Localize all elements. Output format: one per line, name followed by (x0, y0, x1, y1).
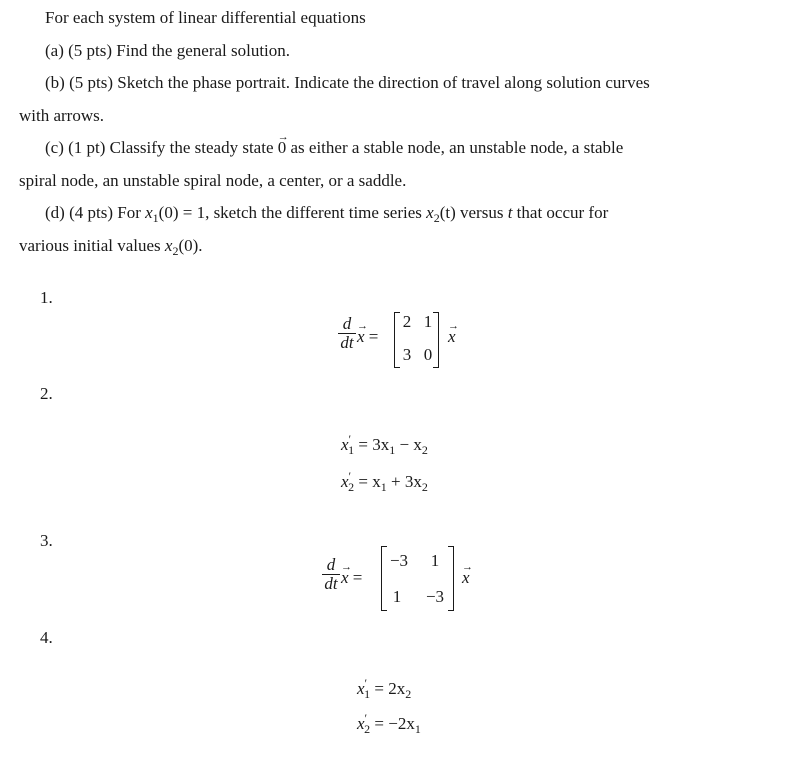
matrix-3-cell: −3 (425, 587, 445, 606)
x-symbol: x (357, 714, 365, 733)
problem-3-number: 3. (40, 531, 53, 550)
part-d-mid1: (0) = 1, sketch the different time series (158, 203, 427, 222)
part-c-pre: (c) (1 pt) Classify the steady state (45, 138, 278, 157)
x2-symbol: x (426, 203, 434, 222)
minus-x: − x (395, 435, 422, 454)
problem-1-derivative (338, 316, 356, 351)
part-d-line2 (19, 236, 203, 257)
equals: = (352, 568, 363, 587)
part-c-line2: spiral node, an unstable spiral node, a center, or a saddle. (19, 171, 407, 190)
part-d-pre: (d) (4 pts) For (45, 203, 146, 222)
sub-1: 1 (348, 443, 355, 457)
part-d-line2-pre: various initial values (19, 236, 165, 255)
d-numerator: d (326, 555, 336, 574)
sub-2: 2 (421, 480, 428, 494)
sub-1: 1 (364, 687, 371, 701)
problem-1-number: 1. (40, 288, 53, 307)
x2-symbol-b: x (164, 236, 173, 255)
problem-3-x (341, 568, 362, 588)
x-symbol: x (357, 679, 365, 698)
sub-2: 2 (364, 722, 371, 736)
plus-3x: + 3x (386, 472, 422, 491)
x1-symbol: x (145, 203, 153, 222)
t-symbol: t (507, 203, 513, 222)
part-b-line2: with arrows. (19, 106, 104, 125)
part-c-post: as either a stable node, an unstable node, a stable (286, 138, 624, 157)
problem-4-eq1 (357, 676, 412, 701)
x-vector: → x (448, 327, 456, 347)
problem-2-number: 2. (40, 384, 53, 403)
x-vector: → x (357, 327, 365, 347)
problem-2-eq1 (341, 432, 428, 457)
x1-sub: 1 (152, 211, 159, 225)
part-c-line1 (45, 138, 623, 158)
matrix-1-cell: 0 (423, 345, 433, 364)
equals: = (368, 327, 379, 346)
problem-4-eq2 (357, 711, 421, 736)
prime: ′ (364, 676, 368, 690)
sub-2: 2 (421, 443, 428, 457)
x-vector: → x (462, 568, 470, 588)
rhs: = 2x (374, 679, 406, 698)
matrix-1-cell: 2 (402, 312, 412, 331)
matrix-1-cell: 3 (402, 345, 412, 364)
matrix-3-cell: 1 (392, 587, 402, 606)
part-d-post: that occur for (512, 203, 609, 222)
rhs: = 3x (358, 435, 390, 454)
matrix-3-cell: 1 (430, 551, 440, 570)
zero-vector: → 0 (278, 138, 287, 158)
problem-1-x (357, 327, 378, 347)
d-numerator: d (342, 314, 352, 333)
heading: For each system of linear differential equations (45, 8, 366, 27)
problem-3-x-right (462, 568, 470, 588)
matrix-1-cell: 1 (423, 312, 433, 331)
dt-denominator: dt (340, 333, 354, 352)
x-symbol: x (341, 472, 349, 491)
problem-4-number: 4. (40, 628, 53, 647)
matrix-3-right-bracket (448, 546, 454, 611)
sub-2: 2 (348, 480, 355, 494)
matrix-3-cell: −3 (389, 551, 409, 570)
problem-2-eq2 (341, 469, 428, 494)
prime: ′ (348, 432, 352, 446)
dt-denominator: dt (324, 574, 338, 593)
problem-3-derivative (322, 557, 340, 592)
x2-sub-b: 2 (172, 244, 179, 258)
x2-sub: 2 (433, 211, 440, 225)
part-d-mid2: (t) versus (439, 203, 508, 222)
sub-1: 1 (414, 722, 421, 736)
x-symbol: x (341, 435, 349, 454)
problem-1-x-right (448, 327, 456, 347)
sub-1: 1 (380, 480, 387, 494)
part-d-line2-post: (0). (178, 236, 203, 255)
part-a: (a) (5 pts) Find the general solution. (45, 41, 291, 60)
part-d-line1 (45, 203, 608, 224)
rhs: = x (358, 472, 381, 491)
prime: ′ (364, 711, 368, 725)
prime: ′ (348, 469, 352, 483)
sub-2: 2 (405, 687, 412, 701)
x-vector: → x (341, 568, 349, 588)
sub-1: 1 (389, 443, 396, 457)
part-b-line1: (b) (5 pts) Sketch the phase portrait. Indicate the direction of travel along solution curves (45, 73, 650, 92)
rhs: = −2x (374, 714, 415, 733)
matrix-1-right-bracket (433, 312, 439, 368)
